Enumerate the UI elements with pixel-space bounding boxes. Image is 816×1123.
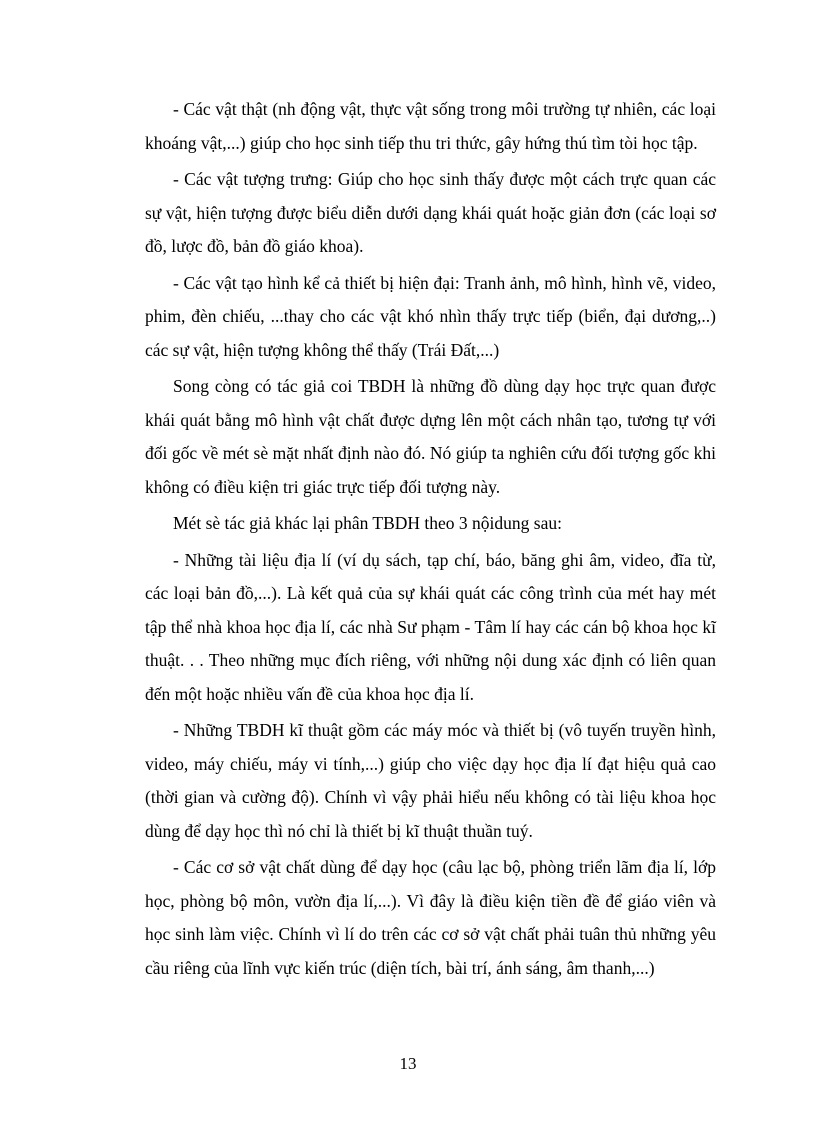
- paragraph-geographic-materials: - Những tài liệu địa lí (ví dụ sách, tạp chí, báo, băng ghi âm, video, đĩa từ, các loại bản đồ,...). Là kết quả của sự khái quát các công trình của mét hay mét tập thể nhà khoa học địa lí, các nhà Sư phạm - Tâm lí hay các cán bộ khoa học kĩ thuật. . . Theo những mục đích riêng, với những nội dung xác định có liên quan đến một hoặc nhiều vấn đề của khoa học địa lí.: [145, 549, 716, 704]
- paragraph-classification-intro: Mét sè tác giả khác lại phân TBDH theo 3 nộidung sau:: [173, 513, 562, 533]
- page-body: [145, 93, 716, 988]
- paragraph-visual-objects: - Các vật tạo hình kể cả thiết bị hiện đại: Tranh ảnh, mô hình, hình vẽ, video, phim, đèn chiếu, ...thay cho các vật khó nhìn thấy trực tiếp (biển, đại dương,..) các sự vật, hiện tượng không thể thấy (Trái Đất,...): [145, 272, 716, 360]
- paragraph-symbolic-objects: - Các vật tượng trưng: Giúp cho học sinh thấy được một cách trực quan các sự vật, hiện tượng được biểu diễn dưới dạng khái quát hoặc giản đơn (các loại sơ đồ, lược đồ, bản đồ giáo khoa).: [145, 169, 716, 256]
- paragraph-technical-equipment: - Những TBDH kĩ thuật gồm các máy móc và thiết bị (vô tuyến truyền hình, video, máy chiếu, máy vi tính,...) giúp cho việc dạy học địa lí đạt hiệu quả cao (thời gian và cường độ). Chính vì vậy phải hiểu nếu không có tài liệu khoa học dùng để dạy học thì nó chỉ là thiết bị kĩ thuật thuần tuý.: [145, 720, 716, 841]
- paragraph-facilities: - Các cơ sở vật chất dùng để dạy học (câu lạc bộ, phòng triển lãm địa lí, lớp học, phòng bộ môn, vườn địa lí,...). Vì đây là điều kiện tiền đề để giáo viên và học sinh làm việc. Chính vì lí do trên các cơ sở vật chất phải tuân thủ những yêu cầu riêng của lĩnh vực kiến trúc (diện tích, bài trí, ánh sáng, âm thanh,...): [145, 857, 716, 978]
- paragraph-tbdh-definition: Song còng có tác giả coi TBDH là những đồ dùng dạy học trực quan được khái quát bằng mô hình vật chất được dựng lên một cách nhân tạo, tương tự với đối gốc về mét sè mặt nhất định nào đó. Nó giúp ta nghiên cứu đối tượng gốc khi không có điều kiện tri giác trực tiếp đối tượng này.: [145, 376, 716, 497]
- paragraph-real-objects: - Các vật thật (nh động vật, thực vật sống trong môi trường tự nhiên, các loại khoáng vật,...) giúp cho học sinh tiếp thu tri thức, gây hứng thú tìm tòi học tập.: [145, 99, 716, 153]
- page-number: 13: [399, 1054, 417, 1073]
